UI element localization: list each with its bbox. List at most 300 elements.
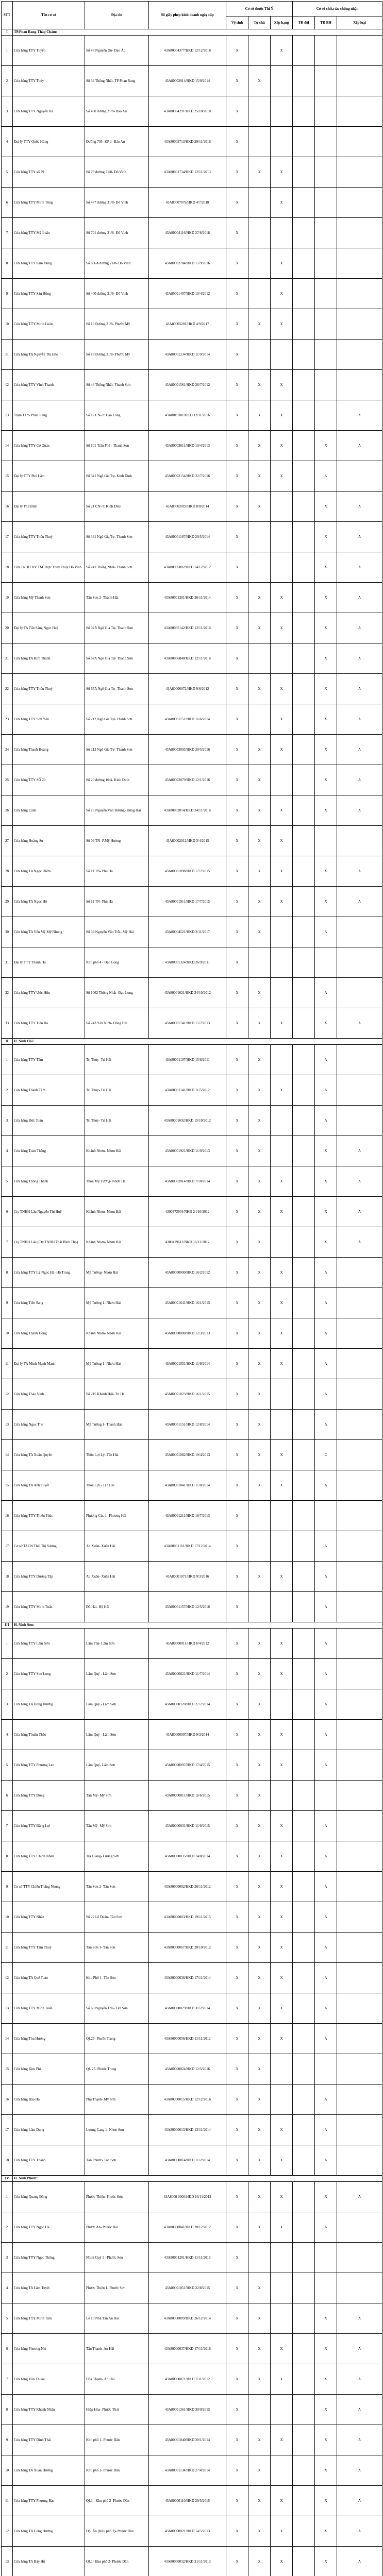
cell-stt: 19 (2, 1592, 13, 1622)
cell-address: Số 212 Ngô Gia Tự- Thanh Sơn (85, 704, 149, 735)
cell-g2: X (248, 2303, 271, 2334)
cell-g3 (271, 218, 293, 248)
table-row (2, 2243, 382, 2273)
cell-g3 (271, 127, 293, 157)
cell-g2: X (248, 370, 271, 400)
cell-license: 43A80000014/HKD 11/2/2014 (149, 2145, 226, 2176)
cell-g2: X (248, 887, 271, 917)
cell-g3: X (271, 2364, 293, 2395)
cell-address: Khánh Nhơn- Nhơn Hải (85, 1197, 149, 1227)
cell-g3 (271, 2395, 293, 2425)
cell-c1 (293, 795, 315, 826)
cell-g3 (271, 2303, 293, 2334)
cell-name: Cửa hàng Văn Thuận (13, 2364, 85, 2395)
cell-g1: X (226, 1872, 248, 1902)
cell-stt: 25 (2, 765, 13, 795)
cell-g2: X (248, 1750, 271, 1781)
cell-g2: X (248, 1440, 271, 1470)
cell-g2: X (248, 309, 271, 340)
cell-g1: X (226, 2516, 248, 2547)
cell-g3 (271, 947, 293, 978)
cell-c2: A (315, 1349, 337, 1379)
cell-c3 (337, 1440, 382, 1470)
cell-c2: A (315, 1531, 337, 1562)
cell-license: 43A80001911/HKD 17/7/2015 (149, 887, 226, 917)
cell-c2: A (315, 1872, 337, 1902)
cell-c2: A (315, 461, 337, 492)
cell-c3 (337, 1258, 382, 1288)
cell-stt: 19 (2, 583, 13, 613)
cell-address: Lâm Quý - Lâm Sơn (85, 1720, 149, 1750)
cell-g1: X (226, 218, 248, 248)
cell-name: Đại lý TTY Quốc Hùng (13, 127, 85, 157)
cell-g2: X (248, 765, 271, 795)
cell-c3 (337, 1075, 382, 1106)
cell-license: 43A80004521/HKD 2/11/2017 (149, 917, 226, 947)
cell-address: Khánh Nhơn- Nhơn Hải (85, 1318, 149, 1349)
table-row (2, 461, 382, 492)
cell-name: Cửa hàng Toàn Thắng (13, 1136, 85, 1166)
cell-g2 (248, 188, 271, 218)
section-number: IV (2, 2176, 13, 2182)
cell-g3 (271, 1045, 293, 1075)
cell-license: 43A80001082/HKD 19/4/2013 (149, 1440, 226, 1470)
cell-g1: X (226, 2547, 248, 2576)
cell-c1 (293, 2395, 315, 2425)
table-row (2, 2182, 382, 2212)
table-row (2, 1562, 382, 1592)
cell-name: Cửa TNHH DV TM Thực Thuý Thuý Đô Vinh (13, 552, 85, 583)
cell-license: 43A8019301/HKD 12/11/2016 (149, 400, 226, 431)
cell-license: 43A80001151/HKD 12/8/2014 (149, 1410, 226, 1440)
cell-c2 (315, 66, 337, 96)
cell-g1: X (226, 1811, 248, 1841)
cell-license: 43A8000 0000/HKD 16/11/2013 (149, 2182, 226, 2212)
cell-stt: 12 (2, 1963, 13, 1993)
cell-address: Đội Ấn (Khu phố 2)- Phước Dân (85, 2516, 149, 2547)
cell-c3 (337, 1993, 382, 2024)
cell-c3 (337, 340, 382, 370)
cell-g1: X (226, 856, 248, 887)
cell-stt: 3 (2, 1689, 13, 1720)
cell-g3 (271, 1689, 293, 1720)
cell-c2 (315, 248, 337, 279)
table-row (2, 2334, 382, 2364)
cell-name: Cửa hàng TTY Đăng Lợi (13, 1811, 85, 1841)
cell-g3: X (271, 1318, 293, 1349)
cell-g1: X (226, 522, 248, 552)
cell-c1 (293, 735, 315, 765)
table-row (2, 1318, 382, 1349)
cell-name: Đại lý TA Tấn Sảng Ngọc Huệ (13, 613, 85, 643)
cell-c3 (337, 188, 382, 218)
table-row (2, 2145, 382, 2176)
cell-g3: X (271, 1440, 293, 1470)
cell-c2: X (315, 2303, 337, 2334)
cell-address: Phú Thạnh- Mỹ Sơn (85, 2084, 149, 2115)
cell-address: Hiệp Hòa- Phước Thái (85, 2395, 149, 2425)
cell-address: Số 18 Đường 21/8- Phước Mỹ (85, 340, 149, 370)
cell-c2: X (315, 704, 337, 735)
cell-name: Cửa hàng Tiến Sang (13, 1288, 85, 1318)
cell-g1: X (226, 1963, 248, 1993)
cell-license: 43A80001040/HKD 20/1/2014 (149, 2425, 226, 2455)
cell-name: Cửa hàng TTY Dương Tập (13, 1562, 85, 1592)
cell-address: Lê 10 Nhà Tân An Hải (85, 2303, 149, 2334)
cell-c3 (337, 1470, 382, 1501)
cell-g2: X (248, 2425, 271, 2455)
cell-name: Cửa hàng TTY Sơn Yến (13, 704, 85, 735)
header-c1: TĐ đội (293, 16, 315, 29)
header-group: Cơ sở thuộc Thí Ý (226, 2, 293, 16)
cell-name: Cửa hàng TTY Đình Thái (13, 2425, 85, 2455)
cell-name: Cửa hàng TTY Minh Tâm (13, 2303, 85, 2334)
cell-name: Đại lý Phú Bình (13, 492, 85, 522)
table-row (2, 1166, 382, 1197)
cell-address: Phước Thiện- Phước Sơn (85, 2182, 149, 2212)
cell-c3 (337, 1811, 382, 1841)
cell-c2 (315, 127, 337, 157)
cell-g3: X (271, 309, 293, 340)
cell-g3: X (271, 400, 293, 431)
cell-g1: X (226, 2054, 248, 2084)
cell-name: Cửa hàng Mỹ Thanh Sơn (13, 583, 85, 613)
table-row (2, 1872, 382, 1902)
cell-g3 (271, 96, 293, 127)
cell-g3 (271, 2054, 293, 2084)
cell-c2: X (315, 552, 337, 583)
header-stt: STT (2, 2, 13, 29)
cell-address: Số 48 Nguyễn Du- Đạo Áo (85, 36, 149, 66)
cell-c1 (293, 1811, 315, 1841)
cell-g2: X (248, 1781, 271, 1811)
cell-g3 (271, 340, 293, 370)
cell-c1 (293, 2084, 315, 2115)
cell-g1: X (226, 1045, 248, 1075)
cell-g3: X (271, 2024, 293, 2054)
cell-stt: 6 (2, 2334, 13, 2364)
cell-name: Cửa hàng TA Yến Mỹ Mỹ Nhung (13, 917, 85, 947)
cell-c1 (293, 2145, 315, 2176)
cell-stt: 2 (2, 2212, 13, 2243)
cell-name: Cửa hàng TA Kim Thành (13, 643, 85, 674)
cell-g3 (271, 2243, 293, 2273)
cell-c1 (293, 309, 315, 340)
cell-g3 (271, 978, 293, 1008)
cell-name: Cửa hàng TTY Triều Thuý (13, 674, 85, 704)
cell-g3 (271, 2273, 293, 2303)
cell-g1: X (226, 643, 248, 674)
cell-g2: X (248, 1993, 271, 2024)
cell-address: Số 39 Nguyễn Văn Trỗi- Mỹ Hải (85, 917, 149, 947)
cell-c1 (293, 765, 315, 795)
cell-address: Số 20 đường 16/4- Kinh Dinh (85, 765, 149, 795)
cell-g1: X (226, 917, 248, 947)
cell-c3: A (337, 583, 382, 613)
cell-address: Tri Thủy- Tri Hải (85, 1075, 149, 1106)
cell-address: Khu phố 1- Phước Dân (85, 2425, 149, 2455)
cell-stt: 8 (2, 1841, 13, 1872)
cell-address: Số 1062 Thống Nhất- Đạo Long (85, 978, 149, 1008)
cell-g3: X (271, 1659, 293, 1689)
cell-c3 (337, 1963, 382, 1993)
cell-g3 (271, 492, 293, 522)
table-row (2, 826, 382, 856)
cell-c3: X (337, 400, 382, 431)
cell-stt: 5 (2, 1166, 13, 1197)
cell-name: Cửa hàng TTY Minh Tùng (13, 188, 85, 218)
cell-c2: C (315, 1440, 337, 1470)
cell-address: Số 21 CN- P. Kinh Dinh (85, 492, 149, 522)
cell-stt: 5 (2, 2303, 13, 2334)
cell-address: Số 11 TN- Phủ Hà (85, 856, 149, 887)
table-row (2, 2303, 382, 2334)
cell-stt: 10 (2, 2455, 13, 2486)
cell-g3 (271, 765, 293, 795)
table-row (2, 2516, 382, 2547)
cell-g1: X (226, 947, 248, 978)
cell-stt: 3 (2, 1106, 13, 1136)
cell-g2 (248, 96, 271, 127)
header-address: Địa chỉ (85, 2, 149, 29)
cell-stt: 28 (2, 856, 13, 887)
cell-g3: X (271, 188, 293, 218)
cell-g3 (271, 1410, 293, 1440)
cell-c2: A (315, 1318, 337, 1349)
cell-address: Thôn Mỹ Tường- Nhơn Hải (85, 1166, 149, 1197)
cell-name: Cơ sở TTY Chiến Thắng Nhung (13, 1872, 85, 1902)
cell-g1: X (226, 36, 248, 66)
cell-g1: X (226, 400, 248, 431)
cell-c1 (293, 1008, 315, 1039)
cell-g1: X (226, 127, 248, 157)
cell-g3: X (271, 1872, 293, 1902)
table-row (2, 765, 382, 795)
cell-g3: X (271, 1993, 293, 2024)
cell-license: 43A80001741/HKD 15/7/2013 (149, 1008, 226, 1039)
table-row (2, 36, 382, 66)
cell-c1 (293, 674, 315, 704)
cell-c1 (293, 1075, 315, 1106)
cell-c1 (293, 1720, 315, 1750)
cell-c3: A (337, 2334, 382, 2364)
cell-name: Cửa hàng TA Nguyễn Thị Hào (13, 340, 85, 370)
cell-c1 (293, 887, 315, 917)
cell-g1: X (226, 370, 248, 400)
cell-license: 43A80004377/HKD 12/12/2018 (149, 36, 226, 66)
section-row (2, 29, 382, 36)
cell-g2: X (248, 1106, 271, 1136)
cell-c3: A (337, 1136, 382, 1166)
cell-c2 (315, 340, 337, 370)
table-row (2, 431, 382, 461)
cell-c3 (337, 2212, 382, 2243)
cell-g2: X (248, 2054, 271, 2084)
cell-g2: X (248, 1166, 271, 1197)
cell-name: Cửa hàng TA Công Hưởng (13, 2516, 85, 2547)
cell-name: Cửa hàng TA Ngọc Hồ (13, 887, 85, 917)
cell-name: Cửa hàng Thông Thành (13, 1166, 85, 1197)
table-row (2, 917, 382, 947)
cell-address: Khánh Nhơn- Nhơn Hải (85, 1136, 149, 1166)
cell-license: 43A80000007/HKD 9/3/2014 (149, 1720, 226, 1750)
cell-c3 (337, 309, 382, 340)
table-row (2, 218, 382, 248)
cell-stt: 1 (2, 36, 13, 66)
cell-name: Cửa hàng TTY Triều Thuý (13, 522, 85, 552)
cell-g2 (248, 947, 271, 978)
cell-stt: 4 (2, 1720, 13, 1750)
cell-name: Cửa hàng TTY Chính Nhân (13, 1841, 85, 1872)
cell-c1 (293, 2024, 315, 2054)
cell-name: Cửa hàng Thu Hương (13, 2024, 85, 2054)
cell-name: Đại lý TTY Phú Lâm (13, 461, 85, 492)
cell-c2: X (315, 2516, 337, 2547)
cell-address: Phước Thiện 1- Phước Sơn (85, 2273, 149, 2303)
cell-c3: A (337, 522, 382, 552)
cell-stt: 11 (2, 1933, 13, 1963)
table-row (2, 400, 382, 431)
cell-c3: A (337, 643, 382, 674)
cell-address: Phước An- Phước Hải (85, 2212, 149, 2243)
table-row (2, 1963, 382, 1993)
cell-c3 (337, 1902, 382, 1933)
cell-c2: A (315, 917, 337, 947)
cell-name: Cửa hàng Phương Nhi (13, 2334, 85, 2364)
cell-address: Tri Thủy- Tri Hải (85, 1045, 149, 1075)
table-row (2, 309, 382, 340)
cell-g2: X (248, 1872, 271, 1902)
cell-g3 (271, 1136, 293, 1166)
cell-g2 (248, 279, 271, 309)
cell-g1: X (226, 826, 248, 856)
cell-c2: A (315, 1410, 337, 1440)
cell-c3 (337, 826, 382, 856)
cell-address: Số 60 Nguyễn Trãi- Tân Sơn (85, 1993, 149, 2024)
cell-c3 (337, 947, 382, 978)
cell-g2: X (248, 1045, 271, 1075)
cell-c3 (337, 1045, 382, 1075)
cell-c1 (293, 492, 315, 522)
cell-c3 (337, 978, 382, 1008)
cell-g2: X (248, 978, 271, 1008)
cell-c3 (337, 1501, 382, 1531)
cell-name: Cửa hàng TTY Đông (13, 1781, 85, 1811)
cell-license: 43A80000110/HKD 29/5/2015 (149, 2486, 226, 2516)
cell-c2 (315, 96, 337, 127)
cell-address: Khu phố 4 - Đạo Long (85, 947, 149, 978)
cell-c3: A (337, 1166, 382, 1197)
cell-stt: 6 (2, 1781, 13, 1811)
cell-g3: X (271, 1258, 293, 1288)
cell-name: Cửa hàng TA Ngọc Diễm (13, 856, 85, 887)
cell-address: Tân Mỹ- Mỹ Sơn (85, 1811, 149, 1841)
cell-license: 43A80000024/HKD 12/5/2016 (149, 2054, 226, 2084)
cell-stt: 7 (2, 218, 13, 248)
cell-c2: A (315, 1379, 337, 1410)
cell-name: Cửa hàng TTY Lý Ngọc Hà- Hồ Trung (13, 1258, 85, 1288)
table-row (2, 1197, 382, 1227)
cell-g1: X (226, 188, 248, 218)
cell-c2: X (315, 2486, 337, 2516)
table-row (2, 613, 382, 643)
cell-c3 (337, 66, 382, 96)
cell-c3: A (337, 1008, 382, 1039)
cell-g1: X (226, 2182, 248, 2212)
cell-g1: X (226, 1781, 248, 1811)
cell-address: Nhơn Quý 1 - Phước Sơn (85, 2243, 149, 2273)
cell-g2: X (248, 1811, 271, 1841)
cell-g2 (248, 704, 271, 735)
cell-license: 43A80001051/HKD 11/9/2014 (149, 1349, 226, 1379)
cell-stt: 14 (2, 2024, 13, 2054)
cell-c2: X (315, 522, 337, 552)
cell-stt: 6 (2, 188, 13, 218)
cell-g2: X (248, 492, 271, 522)
cell-g3: X (271, 2334, 293, 2364)
cell-address: Số 12 CN- P. Đạo Long (85, 400, 149, 431)
table-row (2, 704, 382, 735)
cell-license: 43A80002713/HKD 29/11/2016 (149, 127, 226, 157)
cell-stt: 18 (2, 552, 13, 583)
cell-g3: X (271, 1629, 293, 1659)
cell-license: 43A80001041/HKD 11/8/2014 (149, 1470, 226, 1501)
cell-g3: X (271, 1349, 293, 1379)
cell-license: 43A80000079/HKD 3/12/2014 (149, 1993, 226, 2024)
table-row (2, 1288, 382, 1318)
cell-license: 43A80000071/HKD 7/11/2012 (149, 2364, 226, 2395)
cell-address: Số 16 Đường 21/8- Phước Mỹ (85, 309, 149, 340)
cell-c3 (337, 370, 382, 400)
table-row (2, 248, 382, 279)
cell-license: 43A80000021/HKD 14/5/2013 (149, 2516, 226, 2547)
cell-stt: 8 (2, 2395, 13, 2425)
cell-c3 (337, 2145, 382, 2176)
cell-c2 (315, 309, 337, 340)
cell-c2: X (315, 2547, 337, 2576)
cell-g1: X (226, 1562, 248, 1592)
cell-g3: X (271, 36, 293, 66)
cell-name: Cửa hàng TA Lâm Tuyết (13, 2273, 85, 2303)
cell-c3: A (337, 887, 382, 917)
cell-g1: X (226, 492, 248, 522)
header-row (2, 2, 382, 16)
cell-name: Cửa hàng Thuần Thảo (13, 1720, 85, 1750)
cell-g2: X (248, 431, 271, 461)
cell-name: Cửa hàng TTY Mỹ Luận (13, 218, 85, 248)
cell-g1: X (226, 461, 248, 492)
cell-stt: 15 (2, 2054, 13, 2084)
cell-stt: 2 (2, 1075, 13, 1106)
cell-g1: X (226, 613, 248, 643)
cell-name: Cửa hàng Ngọc Thơ (13, 1410, 85, 1440)
table-row (2, 1136, 382, 1166)
cell-g1: X (226, 1008, 248, 1039)
cell-name: Cty TNHH Lâu (Cty TNHH Thái Bình Thọ) (13, 1227, 85, 1258)
cell-g3: X (271, 795, 293, 826)
cell-g3: X (271, 2516, 293, 2547)
cell-license: 43A80000097/HKD 17/4/2015 (149, 1750, 226, 1781)
table-row (2, 1592, 382, 1622)
cell-license: 43A80000011/HKD 6/4/2012 (149, 1629, 226, 1659)
cell-c2 (315, 36, 337, 66)
cell-name: Cửa hàng Lâm Dung (13, 2115, 85, 2145)
cell-c2: X (315, 735, 337, 765)
section-number: III (2, 1622, 13, 1629)
cell-g2: X (248, 826, 271, 856)
cell-c1 (293, 127, 315, 157)
table-row (2, 1902, 382, 1933)
